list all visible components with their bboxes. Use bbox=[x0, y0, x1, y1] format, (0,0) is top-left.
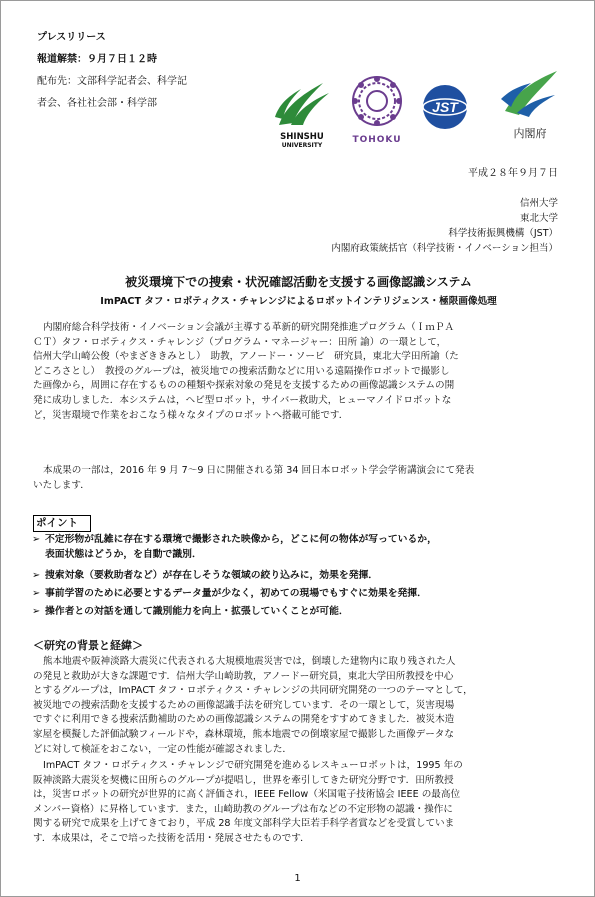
section-heading-background: ＜研究の背景と経緯＞ bbox=[33, 639, 143, 652]
background-line: 家屋を模擬した評価試験フィールドや，森林環境，熊本地震での倒壊家屋で撮影した画像データな bbox=[33, 728, 454, 740]
org-cabinet: 内閣府政策統括官（科学技術・イノベーション担当） bbox=[331, 243, 558, 254]
shinshu-leaf-icon bbox=[271, 77, 333, 129]
point-item bbox=[32, 605, 565, 620]
org-list bbox=[331, 197, 558, 256]
point-text: 事前学習のために必要とするデータ量が少なく，初めての現場でもすぐに効果を発揮． bbox=[45, 588, 427, 599]
intro-line: ＣＴ）タフ・ロボティクス・チャレンジ（プログラム・マネージャー：田所 諭）の一環として， bbox=[33, 336, 447, 348]
point-text: 操作者との対話を通して識別能力を向上・拡張していくことが可能． bbox=[45, 606, 349, 617]
cabinet-office-logo bbox=[495, 67, 565, 143]
jst-logo-text: JST bbox=[432, 99, 458, 115]
press-release-label: プレスリリース bbox=[37, 32, 106, 43]
background-line: す．本成果は，そこで培った技術を活用・発展させたものです． bbox=[33, 832, 310, 844]
background-line: ImPACT タフ・ロボティクス・チャレンジで研究開発を進めるレスキューロボットは，1995 年の bbox=[43, 760, 463, 771]
embargo-notice: 報道解禁：９月７日１２時 bbox=[37, 54, 157, 65]
intro-paragraph bbox=[33, 321, 565, 423]
intro-line: 内閣府総合科学技術・イノベーション会議が主導する革新的研究開発推進プログラム（ＩｍＰＡ bbox=[43, 322, 455, 333]
announcement-line: 本成果の一部は，2016 年 9 月 7〜9 日に開催される第 34 回日本ロボット学会学術講演会にて発表 bbox=[43, 465, 475, 476]
document-title: 被災環境下での捜索・状況確認活動を支援する画像認識システム bbox=[125, 275, 472, 289]
announcement-line: いたします． bbox=[33, 479, 90, 491]
bullet-arrow-icon: ➢ bbox=[32, 606, 41, 617]
jst-globe-icon bbox=[421, 83, 469, 131]
points-heading: ポイント bbox=[33, 515, 91, 532]
org-jst: 科学技術振興機構（JST） bbox=[448, 228, 558, 239]
background-line: 関する研究で成果を上げてきており，平成 28 年度文部科学大臣若手科学者賞などを受賞していま bbox=[33, 818, 455, 830]
background-line: は，災害ロボットの研究が世界的に高く評価され，IEEE Fellow（米国電子技術協会 IEEE の最高位 bbox=[33, 789, 461, 801]
shinshu-logo bbox=[271, 77, 333, 155]
point-item bbox=[32, 569, 565, 584]
distribution-line-1: 配布先：文部科学記者会、科学記 bbox=[37, 76, 187, 87]
background-line: 阪神淡路大震災を契機に田所らのグループが提唱し，世界を牽引してきた研究分野です．田所教授 bbox=[33, 774, 454, 786]
background-line: 熊本地震や阪神淡路大震災に代表される大規模地震災害では，倒壊した建物内に取り残された人 bbox=[43, 656, 456, 667]
point-text-continued: 表面状態はどうか，を自動で識別． bbox=[45, 548, 202, 560]
background-line: メンバー資格）に昇格しています．また，山崎助教のグループは布などの不定形物の認識・操作に bbox=[33, 803, 453, 815]
point-text: 不定形物が乱雑に存在する環境で撮影された映像から，どこに何の物体が写っているか， bbox=[45, 534, 437, 545]
shinshu-logo-text-1: SHINSHU bbox=[280, 132, 324, 142]
background-line: とするグループは，ImPACT タフ・ロボティクス・チャレンジの共同研究開発の一つのテーマとして， bbox=[33, 685, 473, 697]
bullet-arrow-icon: ➢ bbox=[32, 570, 41, 581]
intro-line: ど，災害環境で作業をおこなう様々なタイプのロボットへ搭載可能です． bbox=[33, 409, 349, 421]
announcement-paragraph bbox=[33, 464, 565, 493]
intro-line: 発に成功しました．本システムは，ヘビ型ロボット，サイバー救助犬，ヒューマノイドロボットな bbox=[33, 394, 452, 406]
background-paragraph-2 bbox=[33, 759, 565, 847]
tohoku-logo bbox=[345, 71, 409, 153]
background-line: の発見と救助が大きな課題です．信州大学山崎助教，アノードー研究員，東北大学田所教授を中心 bbox=[33, 670, 454, 682]
point-item bbox=[32, 533, 565, 562]
background-line: 被災地での捜索活動を支援するための画像認識手法を研究しています．その一環として，災害現場 bbox=[33, 699, 455, 711]
org-tohoku: 東北大学 bbox=[519, 213, 558, 224]
intro-line: た画像から，周囲に存在するものの種類や探索対象の発見を支援するための画像認識システムの開 bbox=[33, 380, 455, 392]
distribution-line-2: 者会、各社社会部・科学部 bbox=[37, 98, 157, 109]
background-paragraph-1 bbox=[33, 655, 565, 757]
jst-logo bbox=[421, 83, 469, 131]
bullet-arrow-icon: ➢ bbox=[32, 534, 41, 545]
bullet-arrow-icon: ➢ bbox=[32, 588, 41, 599]
background-line: ですぐに利用できる捜索活動補助のための画像認識システムの開発をすすめてきました．被災木造 bbox=[33, 714, 455, 726]
tohoku-crest-icon bbox=[345, 71, 409, 131]
cabinet-office-emblem-icon bbox=[495, 67, 565, 119]
shinshu-logo-text-2: UNIVERSITY bbox=[281, 142, 323, 149]
intro-line: 信州大学山崎公俊（やまざききみとし） 助教，アノードー・ソービ 研究員，東北大学田所諭（た bbox=[33, 351, 459, 363]
release-date: 平成２８年９月７日 bbox=[468, 168, 558, 179]
point-text: 捜索対象（要救助者など）が存在しそうな領域の絞り込みに，効果を発揮． bbox=[45, 570, 379, 581]
tohoku-logo-text: TOHOKU bbox=[352, 135, 402, 145]
page-number: 1 bbox=[294, 873, 301, 884]
intro-line: どころさとし） 教授のグループは，被災地での捜索活動などに用いる遠隔操作ロボットで撮影し bbox=[33, 365, 450, 377]
background-line: どに対して検証をおこない，一定の性能が確認されました． bbox=[33, 743, 293, 755]
org-shinshu: 信州大学 bbox=[519, 198, 558, 209]
point-item bbox=[32, 587, 565, 602]
cabinet-office-text: 内閣府 bbox=[513, 127, 547, 140]
document-subtitle: ImPACT タフ・ロボティクス・チャレンジによるロボットインテリジェンス・極限画像処理 bbox=[100, 296, 497, 307]
